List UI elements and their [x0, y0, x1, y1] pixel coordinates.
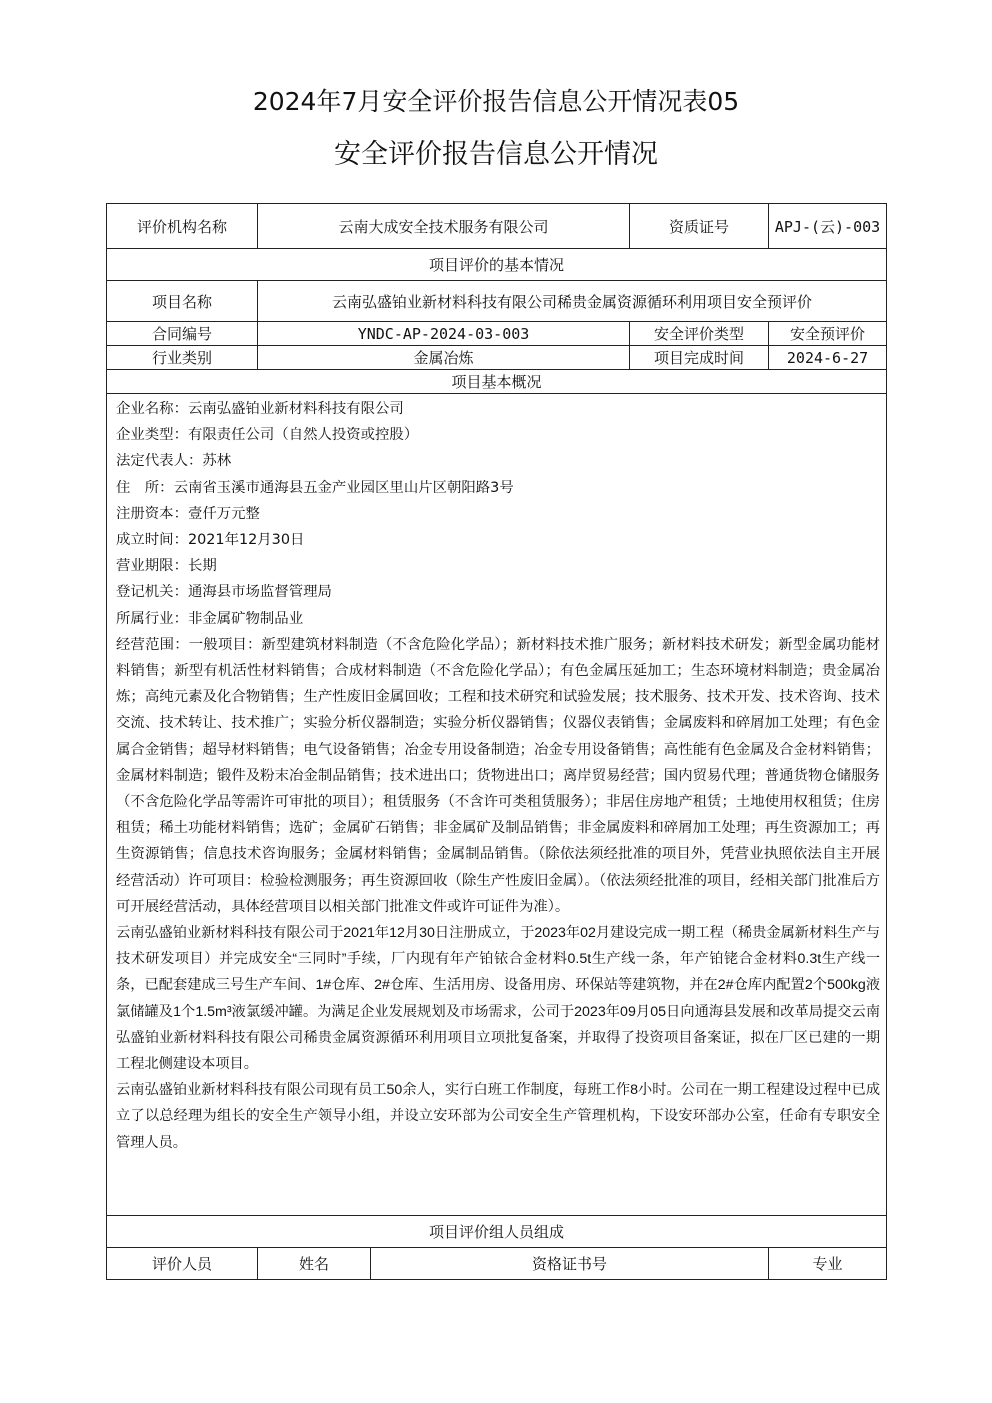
- overview-section-header: 项目基本概况: [107, 370, 887, 394]
- overview-section-row: [107, 370, 887, 394]
- disclosure-table: [106, 203, 887, 1280]
- finish-time-label: 项目完成时间: [630, 346, 769, 370]
- document-subtitle: 安全评价报告信息公开情况: [334, 139, 658, 170]
- contract-value: YNDC-AP-2024-03-003: [258, 322, 630, 346]
- industry-value: 金属冶炼: [258, 346, 630, 370]
- project-name-label: 项目名称: [107, 281, 258, 322]
- team-role-header: 评价人员: [107, 1248, 258, 1280]
- eval-type-label: 安全评价类型: [630, 322, 769, 346]
- team-section-row: [107, 1216, 887, 1248]
- cert-value: APJ-(云)-003: [769, 204, 887, 249]
- team-name-header: 姓名: [258, 1248, 371, 1280]
- industry-row: [107, 346, 887, 370]
- team-header-row: [107, 1248, 887, 1280]
- basic-section-row: [107, 249, 887, 281]
- contract-label: 合同编号: [107, 322, 258, 346]
- overview-line: 法定代表人：苏林: [116, 453, 232, 470]
- project-narrative: 云南弘盛铂业新材料科技有限公司于2021年12月30日注册成立，于2023年02月建设完成一期工程（稀贵金属新材料生产与技术研发项目）并完成安全“三同时”手续，厂内现有年产铂铱合金材料0.5t生产线一条，年产铂铑合金材料0.3t生产线一条，已配套建成三号生产车间、1#仓库、2#仓库、生活用房、设备用房、环保站等建筑物，并在2#仓库内配置2个500kg液氯储罐及1个1.5m³液氯缓冲罐。为满足企业发展规划及市场需求，公司于2023年09月05日向通海县发展和改革局提交云南弘盛铂业新材料科技有限公司稀贵金属资源循环利用项目立项批复备案，并取得了投资项目备案证，拟在厂区已建的一期工程北侧建设本项目。: [116, 925, 881, 1073]
- document-title: 2024年7月安全评价报告信息公开情况表05: [252, 87, 740, 116]
- project-name-value: 云南弘盛铂业新材料科技有限公司稀贵金属资源循环利用项目安全预评价: [258, 281, 887, 322]
- overview-line: 所属行业：非金属矿物制品业: [116, 610, 304, 627]
- overview-line: 成立时间：2021年12月30日: [116, 532, 305, 549]
- overview-line: 企业名称：云南弘盛铂业新材料科技有限公司: [116, 401, 404, 417]
- team-cert-header: 资格证书号: [371, 1248, 769, 1280]
- industry-label: 行业类别: [107, 346, 258, 370]
- org-value: 云南大成安全技术服务有限公司: [258, 204, 630, 249]
- overview-line: 注册资本：壹仟万元整: [116, 505, 260, 522]
- basic-section-header: 项目评价的基本情况: [107, 249, 887, 281]
- overview-body: [107, 394, 887, 1216]
- overview-body-row: [107, 394, 887, 1216]
- team-section-header: 项目评价组人员组成: [107, 1216, 887, 1248]
- cert-label: 资质证号: [630, 204, 769, 249]
- team-major-header: 专业: [769, 1248, 887, 1280]
- eval-type-value: 安全预评价: [769, 322, 887, 346]
- overview-line: 登记机关：通海县市场监督管理局: [116, 584, 332, 601]
- staff-narrative: 云南弘盛铂业新材料科技有限公司现有员工50余人，实行白班工作制度，每班工作8小时。公司在一期工程建设过程中已成立了以总经理为组长的安全生产领导小组，并设立安环部为公司安全生产管理机构，下设安环部办公室，任命有专职安全管理人员。: [116, 1082, 881, 1151]
- org-row: [107, 204, 887, 249]
- finish-time-value: 2024-6-27: [769, 346, 887, 370]
- project-name-row: [107, 281, 887, 322]
- overview-line: 企业类型：有限责任公司（自然人投资或控股）: [116, 427, 419, 444]
- overview-line: 住 所：云南省玉溪市通海县五金产业园区里山片区朝阳路3号: [116, 479, 514, 496]
- business-scope: 经营范围：一般项目：新型建筑材料制造（不含危险化学品）；新材料技术推广服务；新材料技术研发；新型金属功能材料销售；新型有机活性材料销售；合成材料制造（不含危险化学品）；有色金属压延加工；生态环境材料制造；贵金属冶炼；高纯元素及化合物销售；生产性废旧金属回收；工程和技术研究和试验发展；技术服务、技术开发、技术咨询、技术交流、技术转让、技术推广；实验分析仪器制造；实验分析仪器销售；仪器仪表销售；金属废料和碎屑加工处理；有色金属合金销售；超导材料销售；电气设备销售；冶金专用设备制造；冶金专用设备销售；高性能有色金属及合金材料销售；金属材料制造；锻件及粉末冶金制品销售；技术进出口；货物进出口；离岸贸易经营；国内贸易代理；普通货物仓储服务（不含危险化学品等需许可审批的项目）；租赁服务（不含许可类租赁服务）；非居住房地产租赁；土地使用权租赁；住房租赁；稀土功能材料销售；选矿；金属矿石销售；非金属矿及制品销售；非金属废料和碎屑加工处理；再生资源加工；再生资源销售；信息技术咨询服务；金属材料销售；金属制品销售。（除依法须经批准的项目外，凭营业执照依法自主开展经营活动）许可项目：检验检测服务；再生资源回收（除生产性废旧金属）。（依法须经批准的项目，经相关部门批准后方可开展经营活动，具体经营项目以相关部门批准文件或许可证件为准）。: [116, 636, 881, 915]
- org-label: 评价机构名称: [107, 204, 258, 249]
- overview-line: 营业期限：长期: [116, 558, 217, 575]
- contract-row: [107, 322, 887, 346]
